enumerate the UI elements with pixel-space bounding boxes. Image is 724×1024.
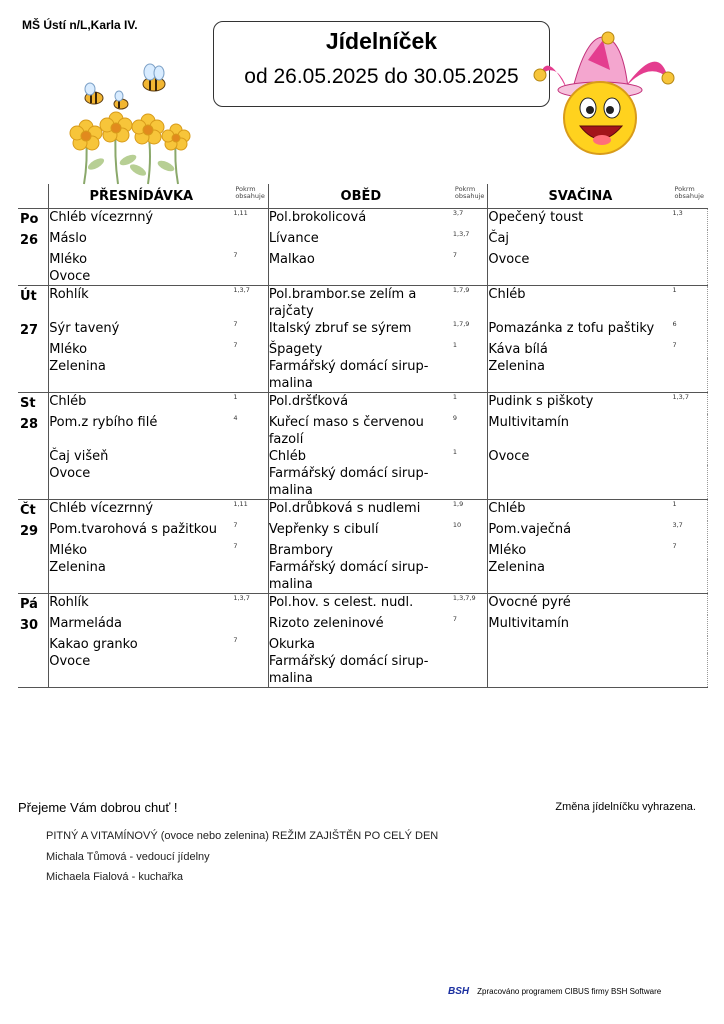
day-name: Čt [20, 503, 36, 518]
breakfast-item: Rohlík [49, 594, 234, 616]
day-empty [18, 465, 49, 500]
menu-row [18, 209, 708, 231]
lunch-item: Malkao [268, 251, 453, 268]
header-day [18, 184, 49, 209]
snack-item: Ovoce [488, 448, 673, 465]
menu-row [18, 594, 708, 616]
snack-allergens: 6 [672, 320, 707, 341]
header-allergen-snack: Pokrm obsahuje [672, 184, 707, 209]
day-empty [18, 268, 49, 286]
snack-item: Pomazánka z tofu paštiky [488, 320, 673, 341]
snack-item: Multivitamín [488, 615, 673, 636]
snack-allergens [672, 559, 707, 594]
breakfast-allergens: 7 [233, 542, 268, 559]
lunch-item: Pol.hov. s celest. nudl. [268, 594, 453, 616]
lunch-allergens: 1,3,7 [453, 230, 488, 251]
breakfast-allergens: 1 [233, 393, 268, 415]
header-allergen-lunch: Pokrm obsahuje [453, 184, 488, 209]
breakfast-allergens [233, 448, 268, 465]
snack-item: Ovoce [488, 251, 673, 268]
menu-row [18, 286, 708, 321]
breakfast-allergens: 1,11 [233, 209, 268, 231]
menu-table [18, 184, 708, 688]
day-empty [18, 542, 49, 559]
school-name: MŠ Ústí n/L,Karla IV. [22, 18, 138, 32]
menu-row [18, 448, 708, 465]
lunch-item: Farmářský domácí sirup-malina [268, 465, 453, 500]
menu-row [18, 465, 708, 500]
snack-allergens [672, 615, 707, 636]
snack-allergens [672, 465, 707, 500]
lunch-allergens: 1 [453, 448, 488, 465]
breakfast-item: Mléko [49, 341, 234, 358]
snack-allergens [672, 414, 707, 448]
snack-item: Pom.vaječná [488, 521, 673, 542]
lunch-item: Rizoto zeleninové [268, 615, 453, 636]
lunch-item: Kuřecí maso s červenou fazolí [268, 414, 453, 448]
breakfast-item: Chléb vícezrnný [49, 500, 234, 522]
day-empty [18, 448, 49, 465]
menu-row [18, 615, 708, 636]
day-date: 28 [20, 417, 39, 432]
snack-allergens [672, 230, 707, 251]
menu-row [18, 230, 708, 251]
snack-item: Multivitamín [488, 414, 673, 448]
footer [448, 986, 661, 997]
snack-item: Chléb [488, 500, 673, 522]
day-date: 26 [20, 233, 39, 248]
menu-row [18, 320, 708, 341]
lunch-item: Brambory [268, 542, 453, 559]
breakfast-item: Mléko [49, 251, 234, 268]
snack-allergens [672, 268, 707, 286]
lunch-item: Špagety [268, 341, 453, 358]
lunch-allergens: 7 [453, 615, 488, 636]
lunch-item: Pol.brambor.se zelím a rajčaty [268, 286, 453, 321]
header-breakfast: PŘESNÍDÁVKA [49, 184, 234, 209]
breakfast-item: Mléko [49, 542, 234, 559]
lunch-allergens [453, 358, 488, 393]
day-empty [18, 251, 49, 268]
lunch-allergens [453, 653, 488, 688]
day-empty [18, 341, 49, 358]
day-empty [18, 653, 49, 688]
menu-row [18, 559, 708, 594]
snack-allergens: 7 [672, 341, 707, 358]
title-box [213, 21, 550, 107]
breakfast-item: Chléb [49, 393, 234, 415]
breakfast-item: Zelenina [49, 358, 234, 393]
snack-item [488, 268, 673, 286]
snack-item [488, 653, 673, 688]
menu-row [18, 500, 708, 522]
snack-allergens [672, 653, 707, 688]
snack-allergens [672, 636, 707, 653]
lunch-item: Pol.brokolicová [268, 209, 453, 231]
cook-name: Michaela Fialová - kuchařka [46, 871, 183, 883]
breakfast-allergens: 1,3,7 [233, 286, 268, 321]
lunch-allergens: 3,7 [453, 209, 488, 231]
breakfast-item: Ovoce [49, 465, 234, 500]
lunch-allergens: 10 [453, 521, 488, 542]
day-name: Po [20, 212, 39, 227]
breakfast-item: Zelenina [49, 559, 234, 594]
breakfast-allergens [233, 358, 268, 393]
footer-text: Zpracováno programem CIBUS firmy BSH Software [477, 987, 662, 996]
breakfast-allergens [233, 268, 268, 286]
drink-regime-note: PITNÝ A VITAMÍNOVÝ (ovoce nebo zelenina) REŽIM ZAJIŠTĚN PO CELÝ DEN [46, 830, 439, 842]
snack-allergens: 3,7 [672, 521, 707, 542]
lunch-allergens [453, 636, 488, 653]
breakfast-allergens: 1,11 [233, 500, 268, 522]
snack-allergens [672, 358, 707, 393]
menu-row [18, 358, 708, 393]
menu-row [18, 521, 708, 542]
snack-allergens: 1,3 [672, 209, 707, 231]
snack-item: Zelenina [488, 358, 673, 393]
snack-allergens [672, 448, 707, 465]
breakfast-item: Marmeláda [49, 615, 234, 636]
lunch-allergens: 1,7,9 [453, 320, 488, 341]
lunch-allergens: 1,9 [453, 500, 488, 522]
snack-allergens: 1 [672, 286, 707, 321]
menu-row [18, 393, 708, 415]
date-range: od 26.05.2025 do 30.05.2025 [244, 65, 519, 88]
breakfast-allergens: 7 [233, 341, 268, 358]
header-allergen-breakfast: Pokrm obsahuje [233, 184, 268, 209]
breakfast-allergens: 7 [233, 521, 268, 542]
snack-item: Mléko [488, 542, 673, 559]
day-date: 30 [20, 618, 39, 633]
snack-item: Chléb [488, 286, 673, 321]
lunch-item [268, 268, 453, 286]
snack-item: Pudink s piškoty [488, 393, 673, 415]
menu-row [18, 268, 708, 286]
snack-allergens [672, 251, 707, 268]
menu-row [18, 636, 708, 653]
breakfast-item: Máslo [49, 230, 234, 251]
lunch-item: Pol.drůbková s nudlemi [268, 500, 453, 522]
breakfast-allergens: 7 [233, 320, 268, 341]
day-name: Út [20, 289, 37, 304]
snack-item: Káva bílá [488, 341, 673, 358]
lunch-item: Vepřenky s cibulí [268, 521, 453, 542]
bsh-logo: BSH [448, 986, 470, 997]
menu-row [18, 653, 708, 688]
breakfast-item: Rohlík [49, 286, 234, 321]
snack-item: Opečený toust [488, 209, 673, 231]
day-date: 29 [20, 524, 39, 539]
breakfast-allergens [233, 230, 268, 251]
lunch-allergens [453, 542, 488, 559]
breakfast-item: Sýr tavený [49, 320, 234, 341]
menu-row [18, 414, 708, 448]
breakfast-item: Pom.z rybího filé [49, 414, 234, 448]
day-name: Pá [20, 597, 38, 612]
day-name: St [20, 396, 36, 411]
day-empty [18, 358, 49, 393]
header-snack: SVAČINA [488, 184, 673, 209]
breakfast-allergens [233, 615, 268, 636]
lunch-item: Lívance [268, 230, 453, 251]
lunch-allergens: 7 [453, 251, 488, 268]
lunch-allergens: 1,7,9 [453, 286, 488, 321]
jester-smiley-icon [528, 30, 678, 158]
lunch-allergens: 1 [453, 393, 488, 415]
lunch-item: Farmářský domácí sirup-malina [268, 559, 453, 594]
snack-allergens: 1 [672, 500, 707, 522]
flowers-bees-icon [66, 56, 198, 186]
breakfast-allergens: 4 [233, 414, 268, 448]
breakfast-allergens: 7 [233, 636, 268, 653]
breakfast-item: Chléb vícezrnný [49, 209, 234, 231]
menu-row [18, 341, 708, 358]
header-lunch: OBĚD [268, 184, 453, 209]
breakfast-item: Ovoce [49, 653, 234, 688]
breakfast-item: Čaj višeň [49, 448, 234, 465]
lunch-item: Chléb [268, 448, 453, 465]
lunch-allergens: 1 [453, 341, 488, 358]
lunch-item: Farmářský domácí sirup-malina [268, 358, 453, 393]
breakfast-item: Kakao granko [49, 636, 234, 653]
day-empty [18, 559, 49, 594]
lunch-allergens: 9 [453, 414, 488, 448]
snack-item: Čaj [488, 230, 673, 251]
lunch-allergens [453, 559, 488, 594]
snack-item [488, 636, 673, 653]
snack-item: Ovocné pyré [488, 594, 673, 616]
breakfast-item: Pom.tvarohová s pažitkou [49, 521, 234, 542]
breakfast-allergens [233, 653, 268, 688]
wish-text: Přejeme Vám dobrou chuť ! [18, 800, 178, 815]
manager-name: Michala Tůmová - vedoucí jídelny [46, 851, 210, 863]
lunch-allergens [453, 465, 488, 500]
lunch-item: Pol.dršťková [268, 393, 453, 415]
lunch-item: Okurka [268, 636, 453, 653]
menu-row [18, 251, 708, 268]
snack-item [488, 465, 673, 500]
breakfast-allergens [233, 465, 268, 500]
lunch-item: Italský zbruf se sýrem [268, 320, 453, 341]
page-title: Jídelníček [325, 28, 438, 54]
day-empty [18, 636, 49, 653]
breakfast-allergens [233, 559, 268, 594]
breakfast-item: Ovoce [49, 268, 234, 286]
lunch-allergens: 1,3,7,9 [453, 594, 488, 616]
snack-allergens: 7 [672, 542, 707, 559]
snack-allergens [672, 594, 707, 616]
snack-item: Zelenina [488, 559, 673, 594]
menu-row [18, 542, 708, 559]
snack-allergens: 1,3,7 [672, 393, 707, 415]
change-note: Změna jídelníčku vyhrazena. [555, 801, 696, 813]
lunch-item: Farmářský domácí sirup-malina [268, 653, 453, 688]
breakfast-allergens: 7 [233, 251, 268, 268]
lunch-allergens [453, 268, 488, 286]
breakfast-allergens: 1,3,7 [233, 594, 268, 616]
day-date: 27 [20, 323, 39, 338]
